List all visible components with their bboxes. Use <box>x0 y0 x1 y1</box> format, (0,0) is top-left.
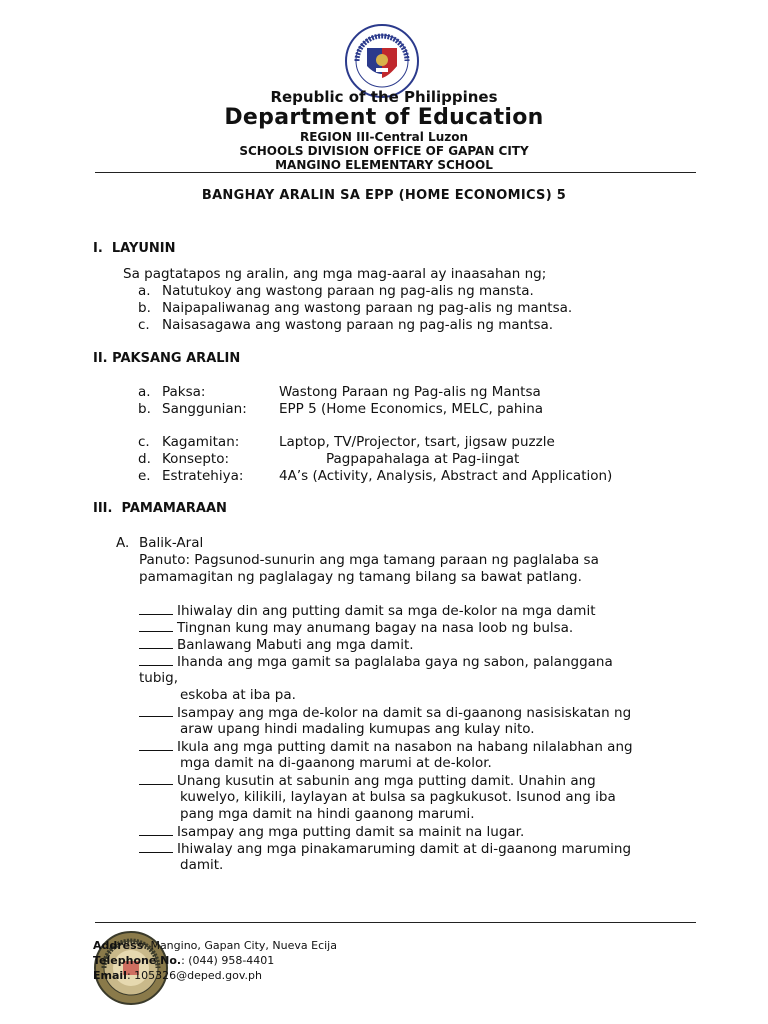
ordering-exercise <box>139 602 699 874</box>
list-marker: a. <box>138 283 151 299</box>
footer-contact <box>93 938 337 983</box>
exercise-line: Isampay ang mga putting damit sa mainit na lugar. <box>177 824 525 840</box>
exercise-line-cont: araw upang hindi madaling kumupas ang kulay nito. <box>180 721 535 737</box>
answer-blank[interactable] <box>139 823 173 836</box>
subsection-a <box>116 535 204 552</box>
telephone-value: : (044) 958-4401 <box>181 954 275 967</box>
list-marker: e. <box>138 468 151 484</box>
section-3-title: PAMAMARAAN <box>121 501 227 516</box>
detail-value: EPP 5 (Home Economics, MELC, pahina <box>279 401 544 417</box>
school-line: MANGINO ELEMENTARY SCHOOL <box>275 158 493 172</box>
region-heading <box>0 130 768 172</box>
exercise-line-cont: pang mga damit na hindi gaanong marumi. <box>180 806 475 822</box>
section-2-heading <box>93 351 240 366</box>
address-label: Address <box>93 939 144 952</box>
telephone-label: Telephone No. <box>93 954 182 967</box>
list-item: Naipapaliwanag ang wastong paraan ng pag-alis ng mantsa. <box>162 300 573 316</box>
section-2-title: PAKSANG ARALIN <box>112 351 241 366</box>
footer-divider <box>95 922 696 923</box>
email-value[interactable]: : 105326@deped.gov.ph <box>126 969 262 982</box>
answer-blank[interactable] <box>139 653 173 666</box>
exercise-line: Ihiwalay ang mga pinakamaruming damit at di-gaanong maruming <box>177 841 632 857</box>
subsection-title: Balik-Aral <box>139 535 204 551</box>
detail-key: Estratehiya: <box>162 468 244 484</box>
section-3-number: III. <box>93 501 113 516</box>
exercise-line-cont: damit. <box>180 857 224 873</box>
detail-key: Sanggunian: <box>162 401 247 417</box>
section-1-number: I. <box>93 241 103 256</box>
exercise-line-cont: tubig, <box>139 670 179 686</box>
deped-seal-logo <box>345 24 419 98</box>
exercise-line: Banlawang Mabuti ang mga damit. <box>177 637 414 653</box>
republic-heading: Republic of the Philippines <box>270 88 498 106</box>
detail-value: Laptop, TV/Projector, tsart, jigsaw puzzle <box>279 434 555 450</box>
instruction-line-1: Panuto: Pagsunod-sunurin ang mga tamang paraan ng paglalaba sa <box>139 552 599 568</box>
answer-blank[interactable] <box>139 636 173 649</box>
section-1-heading <box>93 241 176 256</box>
exercise-line: Isampay ang mga de-kolor na damit sa di-gaanong nasisiskatan ng <box>177 705 632 721</box>
exercise-line: Ihanda ang mga gamit sa paglalaba gaya ng sabon, palanggana <box>177 654 613 670</box>
detail-key: Konsepto: <box>162 451 230 467</box>
exercise-line: Unang kusutin at sabunin ang mga putting damit. Unahin ang <box>177 773 596 789</box>
region-line: REGION III-Central Luzon <box>299 130 469 144</box>
topic-details <box>138 384 698 486</box>
detail-value: Pagpapahalaga at Pag-iingat <box>326 451 520 467</box>
exercise-line-cont: mga damit na di-gaanong marumi at de-kolor. <box>180 755 492 771</box>
exercise-line: Ihiwalay din ang putting damit sa mga de-kolor na mga damit <box>177 603 596 619</box>
answer-blank[interactable] <box>139 772 173 785</box>
detail-key: Paksa: <box>162 384 206 400</box>
address-value: : Mangino, Gapan City, Nueva Ecija <box>143 939 337 952</box>
answer-blank[interactable] <box>139 840 173 853</box>
objectives-list <box>138 283 698 335</box>
instruction-line-2: pamamagitan ng paglalagay ng tamang bilang sa bawat patlang. <box>139 569 582 585</box>
list-marker: a. <box>138 384 151 400</box>
section-2-number: II. <box>93 351 108 366</box>
detail-value: 4A’s (Activity, Analysis, Abstract and Application) <box>279 468 613 484</box>
list-marker: b. <box>138 401 151 417</box>
list-item: Naisasagawa ang wastong paraan ng pag-alis ng mantsa. <box>162 317 554 333</box>
detail-value: Wastong Paraan ng Pag-alis ng Mantsa <box>279 384 541 400</box>
exercise-line: Ikula ang mga putting damit na nasabon na habang nilalabhan ang <box>177 739 633 755</box>
detail-key: Kagamitan: <box>162 434 240 450</box>
exercise-line: Tingnan kung may anumang bagay na nasa loob ng bulsa. <box>177 620 574 636</box>
list-item: Natutukoy ang wastong paraan ng pag-alis ng mansta. <box>162 283 534 299</box>
answer-blank[interactable] <box>139 602 173 615</box>
exercise-line-cont: kuwelyo, kilikili, laylayan at bulsa sa pagkukusot. Isunod ang iba <box>180 789 616 805</box>
subsection-marker: A. <box>116 535 130 551</box>
exercise-line-cont: eskoba at iba pa. <box>180 687 296 703</box>
objectives-intro: Sa pagtatapos ng aralin, ang mga mag-aaral ay inaasahan ng; <box>123 266 547 282</box>
section-1-title: LAYUNIN <box>111 241 176 256</box>
list-marker: c. <box>138 434 150 450</box>
header-divider <box>95 172 696 173</box>
list-marker: d. <box>138 451 151 467</box>
document-title: BANGHAY ARALIN SA EPP (HOME ECONOMICS) 5 <box>201 188 567 203</box>
answer-blank[interactable] <box>139 619 173 632</box>
email-label: Email <box>93 969 127 982</box>
answer-blank[interactable] <box>139 704 173 717</box>
answer-blank[interactable] <box>139 738 173 751</box>
division-line: SCHOOLS DIVISION OFFICE OF GAPAN CITY <box>239 144 529 158</box>
list-marker: b. <box>138 300 151 316</box>
section-3-heading <box>93 501 227 516</box>
list-marker: c. <box>138 317 150 333</box>
department-heading: Department of Education <box>224 105 544 130</box>
